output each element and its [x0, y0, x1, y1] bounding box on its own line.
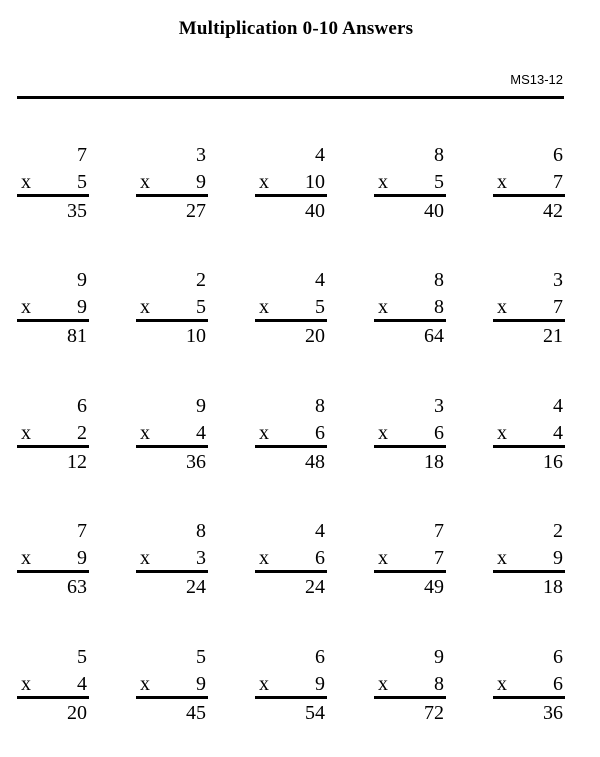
- answer-line: [17, 319, 89, 322]
- product-answer: 54: [305, 702, 325, 724]
- answer-line: [374, 445, 446, 448]
- product-answer: 20: [67, 702, 87, 724]
- multiplier: 10: [305, 171, 325, 193]
- answer-line: [374, 570, 446, 573]
- answer-line: [136, 696, 208, 699]
- multiply-operator: x: [497, 673, 507, 695]
- multiply-operator: x: [378, 547, 388, 569]
- multiply-operator: x: [140, 422, 150, 444]
- multiply-operator: x: [378, 422, 388, 444]
- multiplicand: 8: [434, 269, 444, 291]
- multiply-operator: x: [497, 547, 507, 569]
- multiply-operator: x: [378, 296, 388, 318]
- multiplication-problem: [136, 519, 208, 599]
- answer-line: [255, 570, 327, 573]
- multiplicand: 9: [77, 269, 87, 291]
- answer-line: [255, 696, 327, 699]
- multiply-operator: x: [378, 673, 388, 695]
- multiply-operator: x: [21, 673, 31, 695]
- multiplier: 9: [77, 547, 87, 569]
- multiplier: 2: [77, 422, 87, 444]
- multiplication-problem: [374, 268, 446, 348]
- multiplication-problem: [374, 394, 446, 474]
- multiplicand: 3: [553, 269, 563, 291]
- multiply-operator: x: [259, 171, 269, 193]
- multiply-operator: x: [497, 422, 507, 444]
- multiplier: 4: [553, 422, 563, 444]
- multiplication-problem: [255, 268, 327, 348]
- product-answer: 36: [186, 451, 206, 473]
- answer-line: [493, 696, 565, 699]
- multiplier: 9: [196, 673, 206, 695]
- answer-line: [17, 445, 89, 448]
- answer-line: [255, 194, 327, 197]
- multiply-operator: x: [140, 673, 150, 695]
- multiplication-problem: [493, 268, 565, 348]
- multiplication-problem: [17, 394, 89, 474]
- answer-line: [374, 319, 446, 322]
- multiplicand: 7: [77, 144, 87, 166]
- multiplier: 5: [77, 171, 87, 193]
- answer-line: [17, 696, 89, 699]
- multiplier: 4: [77, 673, 87, 695]
- answer-line: [255, 445, 327, 448]
- product-answer: 42: [543, 200, 563, 222]
- multiplication-problem: [374, 143, 446, 223]
- multiplicand: 4: [315, 520, 325, 542]
- multiplication-problem: [136, 268, 208, 348]
- header-divider: [17, 96, 564, 99]
- multiplicand: 5: [77, 646, 87, 668]
- multiplicand: 2: [196, 269, 206, 291]
- multiplier: 9: [315, 673, 325, 695]
- multiplication-problem: [493, 519, 565, 599]
- product-answer: 10: [186, 325, 206, 347]
- multiply-operator: x: [21, 171, 31, 193]
- product-answer: 49: [424, 576, 444, 598]
- product-answer: 18: [543, 576, 563, 598]
- multiplicand: 7: [434, 520, 444, 542]
- answer-line: [374, 696, 446, 699]
- multiplication-problem: [17, 268, 89, 348]
- product-answer: 35: [67, 200, 87, 222]
- multiply-operator: x: [259, 296, 269, 318]
- product-answer: 16: [543, 451, 563, 473]
- multiplier: 6: [315, 422, 325, 444]
- multiplicand: 4: [315, 269, 325, 291]
- multiplier: 7: [434, 547, 444, 569]
- answer-line: [493, 194, 565, 197]
- multiplication-problem: [136, 394, 208, 474]
- multiplicand: 6: [553, 646, 563, 668]
- multiplier: 5: [434, 171, 444, 193]
- multiplier: 6: [434, 422, 444, 444]
- multiplier: 5: [196, 296, 206, 318]
- answer-line: [136, 445, 208, 448]
- multiplication-problem: [17, 519, 89, 599]
- product-answer: 64: [424, 325, 444, 347]
- answer-line: [17, 194, 89, 197]
- multiplication-problem: [136, 645, 208, 725]
- multiplicand: 3: [434, 395, 444, 417]
- product-answer: 27: [186, 200, 206, 222]
- multiplier: 4: [196, 422, 206, 444]
- answer-line: [374, 194, 446, 197]
- product-answer: 63: [67, 576, 87, 598]
- multiplicand: 6: [553, 144, 563, 166]
- multiply-operator: x: [497, 296, 507, 318]
- multiplication-problem: [17, 143, 89, 223]
- product-answer: 20: [305, 325, 325, 347]
- answer-line: [17, 570, 89, 573]
- multiplicand: 8: [434, 144, 444, 166]
- multiply-operator: x: [378, 171, 388, 193]
- multiplication-problem: [255, 394, 327, 474]
- multiplicand: 2: [553, 520, 563, 542]
- multiply-operator: x: [21, 296, 31, 318]
- multiply-operator: x: [21, 422, 31, 444]
- multiply-operator: x: [497, 171, 507, 193]
- product-answer: 81: [67, 325, 87, 347]
- product-answer: 45: [186, 702, 206, 724]
- multiplicand: 3: [196, 144, 206, 166]
- multiplier: 7: [553, 171, 563, 193]
- multiplicand: 9: [434, 646, 444, 668]
- answer-line: [136, 570, 208, 573]
- product-answer: 24: [305, 576, 325, 598]
- multiplication-problem: [255, 519, 327, 599]
- multiplication-problem: [255, 645, 327, 725]
- product-answer: 36: [543, 702, 563, 724]
- multiplication-problem: [374, 519, 446, 599]
- worksheet-code: MS13-12: [510, 72, 563, 87]
- multiply-operator: x: [140, 547, 150, 569]
- answer-line: [136, 194, 208, 197]
- multiplier: 6: [553, 673, 563, 695]
- multiplier: 8: [434, 296, 444, 318]
- multiply-operator: x: [259, 547, 269, 569]
- multiplier: 9: [77, 296, 87, 318]
- multiplicand: 4: [315, 144, 325, 166]
- multiply-operator: x: [259, 673, 269, 695]
- answer-line: [493, 570, 565, 573]
- multiply-operator: x: [140, 171, 150, 193]
- product-answer: 12: [67, 451, 87, 473]
- product-answer: 40: [424, 200, 444, 222]
- product-answer: 24: [186, 576, 206, 598]
- answer-line: [255, 319, 327, 322]
- worksheet-title: Multiplication 0-10 Answers: [178, 18, 414, 39]
- product-answer: 72: [424, 702, 444, 724]
- multiplication-problem: [493, 394, 565, 474]
- multiplicand: 4: [553, 395, 563, 417]
- multiplicand: 8: [196, 520, 206, 542]
- product-answer: 18: [424, 451, 444, 473]
- multiplicand: 8: [315, 395, 325, 417]
- answer-line: [493, 445, 565, 448]
- multiplier: 9: [553, 547, 563, 569]
- multiply-operator: x: [140, 296, 150, 318]
- multiplication-problem: [255, 143, 327, 223]
- multiplier: 3: [196, 547, 206, 569]
- multiplier: 8: [434, 673, 444, 695]
- multiplicand: 6: [315, 646, 325, 668]
- multiplication-problem: [493, 645, 565, 725]
- multiplicand: 6: [77, 395, 87, 417]
- multiplier: 6: [315, 547, 325, 569]
- multiplicand: 5: [196, 646, 206, 668]
- multiplication-problem: [493, 143, 565, 223]
- answer-line: [136, 319, 208, 322]
- multiplier: 7: [553, 296, 563, 318]
- multiplication-problem: [17, 645, 89, 725]
- multiplication-problem: [136, 143, 208, 223]
- multiplicand: 9: [196, 395, 206, 417]
- multiply-operator: x: [21, 547, 31, 569]
- multiplier: 9: [196, 171, 206, 193]
- multiplier: 5: [315, 296, 325, 318]
- product-answer: 40: [305, 200, 325, 222]
- multiplication-problem: [374, 645, 446, 725]
- multiply-operator: x: [259, 422, 269, 444]
- product-answer: 48: [305, 451, 325, 473]
- product-answer: 21: [543, 325, 563, 347]
- answer-line: [493, 319, 565, 322]
- multiplicand: 7: [77, 520, 87, 542]
